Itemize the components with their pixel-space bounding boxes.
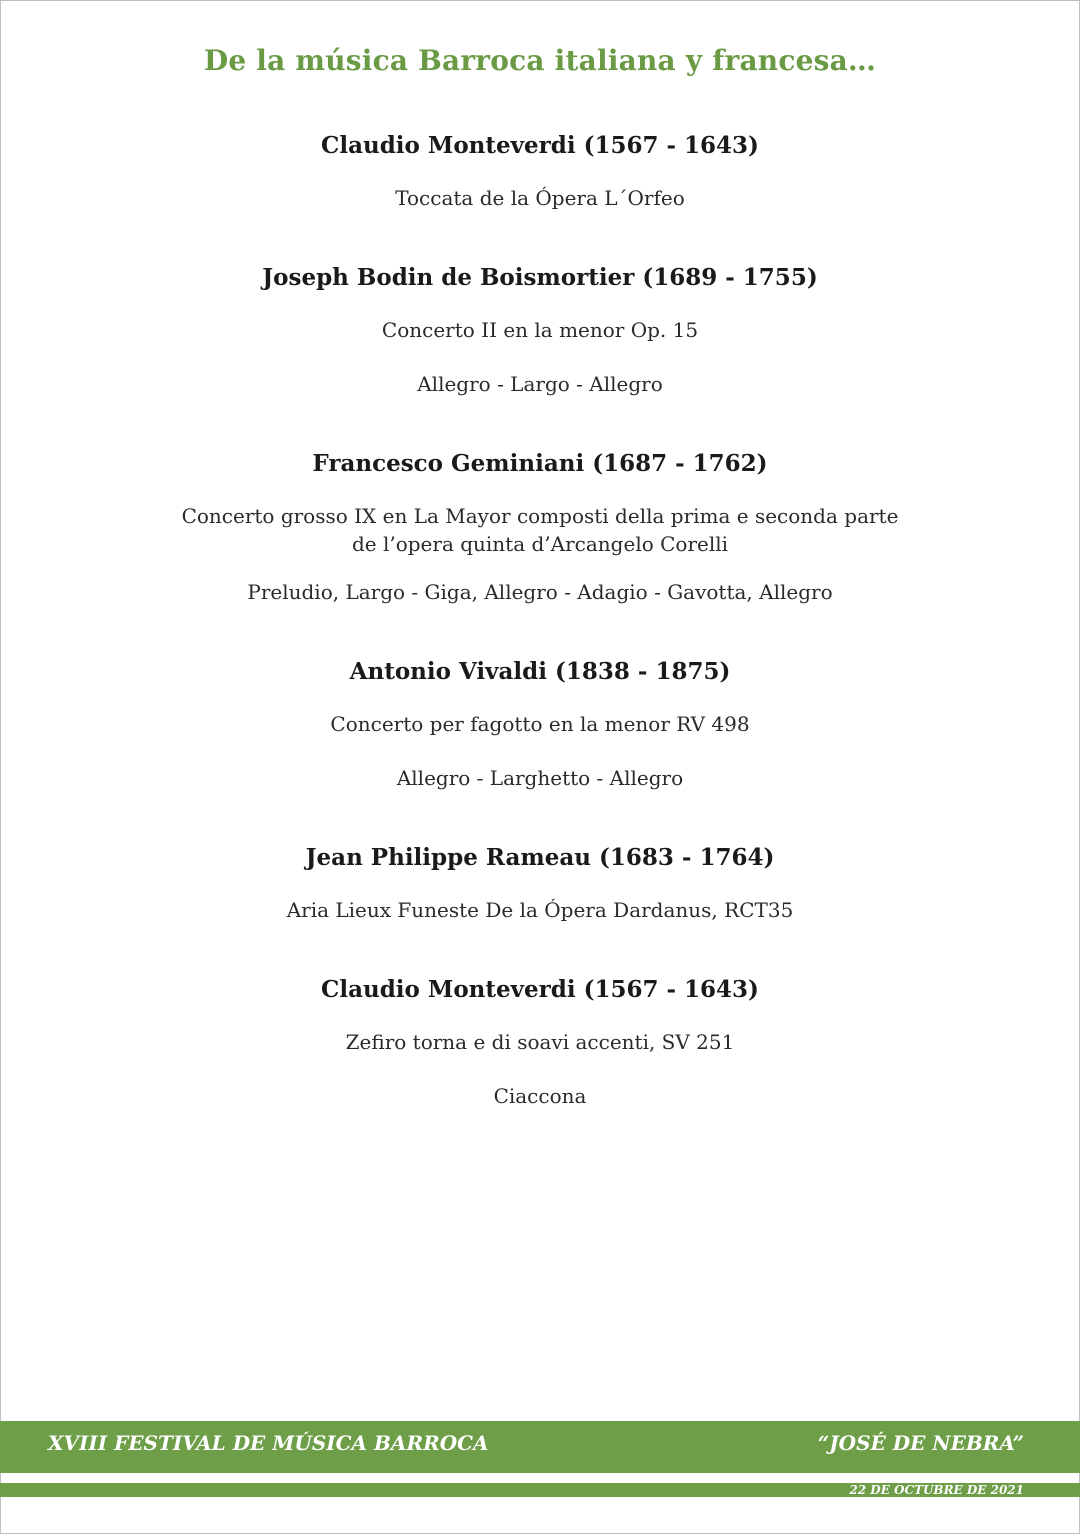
- work-title: Concerto per fagotto en la menor RV 498: [330, 712, 750, 736]
- work-movements: Preludio, Largo - Giga, Allegro - Adagio - Gavotta, Allegro: [247, 580, 833, 604]
- composer-heading: Claudio Monteverdi (1567 - 1643): [321, 976, 759, 1003]
- event-date: 22 DE OCTUBRE DE 2021: [849, 1483, 1024, 1497]
- composer-heading: Joseph Bodin de Boismortier (1689 - 1755): [262, 264, 818, 291]
- piece-2: [0, 262, 1080, 398]
- page-title: De la música Barroca italiana y francesa…: [203, 44, 877, 77]
- piece-6: [0, 974, 1080, 1110]
- festival-honoree: “JOSÉ DE NEBRA”: [817, 1431, 1024, 1455]
- work-movements: Ciaccona: [493, 1084, 587, 1108]
- work-title: Concerto II en la menor Op. 15: [381, 318, 699, 342]
- piece-4: [0, 656, 1080, 792]
- piece-3: [0, 448, 1080, 606]
- work-title: Zefiro torna e di soavi accenti, SV 251: [345, 1030, 735, 1054]
- festival-name: XVIII FESTIVAL DE MÚSICA BARROCA: [48, 1431, 489, 1455]
- piece-1: [0, 130, 1080, 212]
- work-movements: Allegro - Largo - Allegro: [417, 372, 663, 396]
- composer-heading: Francesco Geminiani (1687 - 1762): [312, 450, 768, 477]
- work-title: Concerto grosso IX en La Mayor composti della prima e seconda parte de l’opera quinta d’Arcangelo Corelli: [181, 504, 899, 556]
- composer-heading: Antonio Vivaldi (1838 - 1875): [349, 658, 731, 685]
- work-title: Aria Lieux Funeste De la Ópera Dardanus, RCT35: [286, 898, 794, 922]
- work-movements: Allegro - Larghetto - Allegro: [396, 766, 684, 790]
- programme: [0, 130, 1080, 1110]
- composer-heading: Jean Philippe Rameau (1683 - 1764): [305, 844, 775, 871]
- piece-5: [0, 842, 1080, 924]
- composer-heading: Claudio Monteverdi (1567 - 1643): [321, 132, 759, 159]
- work-title: Toccata de la Ópera L´Orfeo: [395, 186, 685, 210]
